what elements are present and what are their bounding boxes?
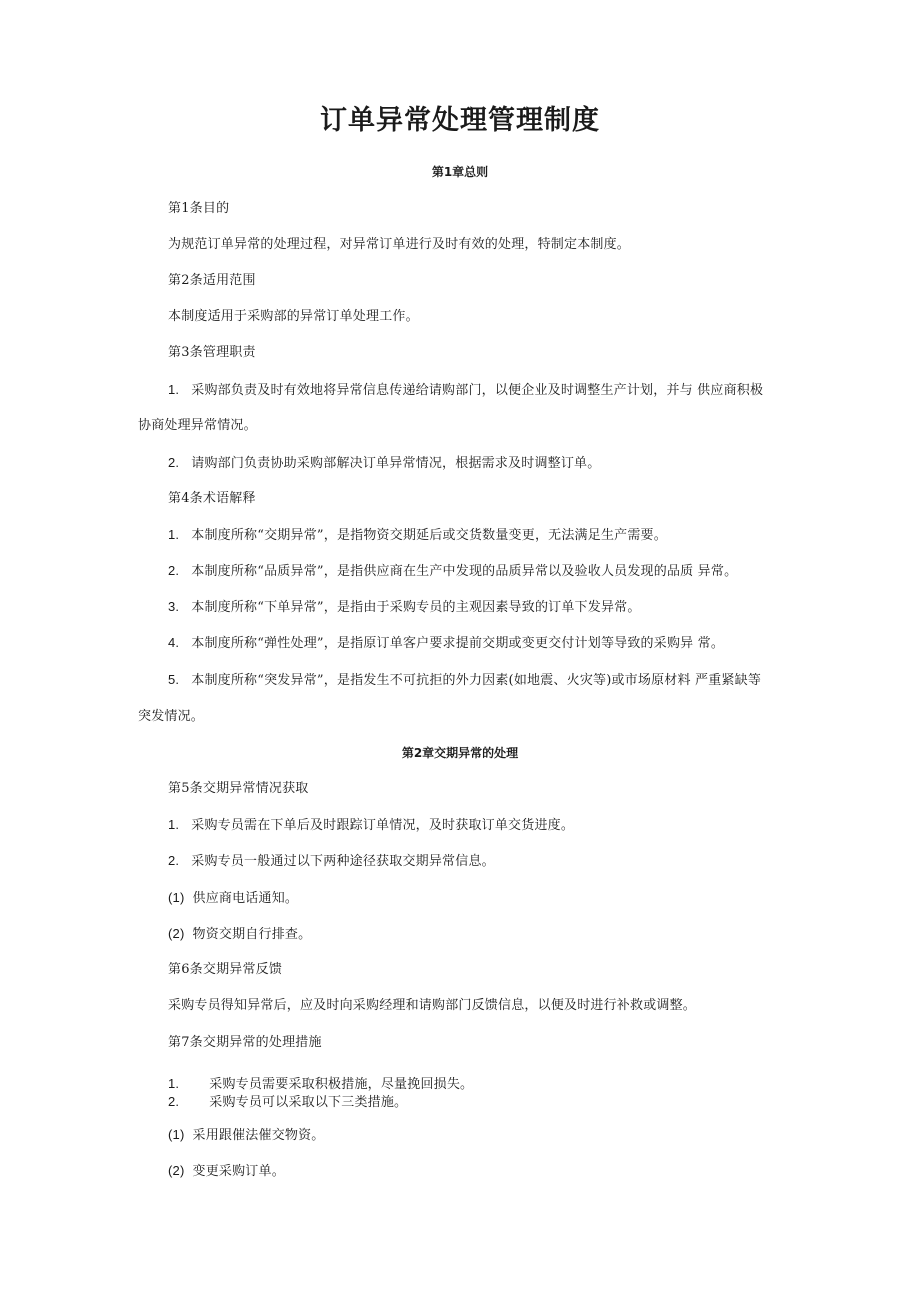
list-item-text: 采购部负责及时有效地将异常信息传递给请购部门，以便企业及时调整生产计划，并与 供应商积极 bbox=[191, 383, 764, 398]
article-3-item-1 bbox=[168, 382, 763, 399]
list-number: 2. bbox=[168, 853, 180, 868]
chapter-2-heading: 第2章交期异常的处理 bbox=[401, 746, 519, 760]
list-number: 4. bbox=[168, 635, 180, 650]
list-number: 2. bbox=[168, 455, 180, 470]
article-4-item-5-continued: 突发情况。 bbox=[138, 709, 205, 724]
sub-list-text: 采用跟催法催交物资。 bbox=[192, 1128, 325, 1143]
list-item-text: 采购专员需在下单后及时跟踪订单情况，及时获取订单交货进度。 bbox=[191, 818, 575, 833]
article-4-item-4 bbox=[168, 635, 724, 652]
list-item-text: 本制度所称“突发异常”，是指发生不可抗拒的外力因素(如地震、火灾等)或市场原材料 严重紧缺等 bbox=[191, 673, 762, 688]
sub-list-number: (2) bbox=[168, 1163, 185, 1178]
list-item-text: 采购专员一般通过以下两种途径获取交期异常信息。 bbox=[191, 854, 495, 869]
article-5-sub-2 bbox=[168, 926, 311, 943]
article-5-item-2 bbox=[168, 853, 495, 870]
chapter-1-heading: 第1章总则 bbox=[431, 165, 489, 179]
list-item-text: 本制度所称“交期异常”，是指物资交期延后或交货数量变更，无法满足生产需要。 bbox=[191, 528, 667, 543]
article-4-item-1 bbox=[168, 527, 667, 544]
article-5-item-1 bbox=[168, 817, 574, 834]
list-number: 1. bbox=[168, 382, 180, 397]
sub-list-number: (1) bbox=[168, 890, 185, 905]
article-3-item-2 bbox=[168, 455, 600, 472]
article-3-heading: 第3条管理职责 bbox=[168, 345, 256, 360]
article-1-body: 为规范订单异常的处理过程，对异常订单进行及时有效的处理，特制定本制度。 bbox=[168, 237, 631, 252]
article-1-heading: 第1条目的 bbox=[168, 201, 230, 216]
article-6-heading: 第6条交期异常反馈 bbox=[168, 962, 283, 977]
article-4-item-2 bbox=[168, 563, 737, 580]
sub-list-text: 物资交期自行排查。 bbox=[192, 927, 312, 942]
document-title: 订单异常处理管理制度 bbox=[320, 105, 600, 136]
list-item-text: 采购专员需要采取积极措施，尽量挽回损失。 bbox=[209, 1077, 474, 1092]
article-4-item-3 bbox=[168, 599, 641, 616]
article-4-item-5 bbox=[168, 672, 761, 689]
article-7-sub-1 bbox=[168, 1127, 325, 1144]
list-item-text: 请购部门负责协助采购部解决订单异常情况，根据需求及时调整订单。 bbox=[191, 456, 601, 471]
article-7-item-2 bbox=[168, 1094, 407, 1111]
list-item-text: 采购专员可以采取以下三类措施。 bbox=[209, 1095, 408, 1110]
list-number: 5. bbox=[168, 672, 180, 687]
list-number: 2. bbox=[168, 563, 180, 578]
article-7-item-1 bbox=[168, 1076, 473, 1093]
list-number: 1. bbox=[168, 817, 180, 832]
article-5-sub-1 bbox=[168, 890, 298, 907]
sub-list-number: (2) bbox=[168, 926, 185, 941]
article-4-heading: 第4条术语解释 bbox=[168, 491, 256, 506]
article-5-heading: 第5条交期异常情况获取 bbox=[168, 781, 309, 796]
article-2-body: 本制度适用于采购部的异常订单处理工作。 bbox=[168, 309, 419, 324]
list-number: 2. bbox=[168, 1094, 180, 1109]
list-item-text: 本制度所称“下单异常”，是指由于采购专员的主观因素导致的订单下发异常。 bbox=[191, 600, 641, 615]
article-6-body: 采购专员得知异常后，应及时向采购经理和请购部门反馈信息，以便及时进行补救或调整。 bbox=[168, 998, 697, 1013]
article-3-item-1-continued: 协商处理异常情况。 bbox=[138, 418, 257, 433]
list-number: 1. bbox=[168, 527, 180, 542]
list-item-text: 本制度所称“品质异常”，是指供应商在生产中发现的品质异常以及验收人员发现的品质 异常。 bbox=[191, 564, 738, 579]
article-7-heading: 第7条交期异常的处理措施 bbox=[168, 1035, 322, 1050]
list-number: 1. bbox=[168, 1076, 180, 1091]
sub-list-text: 供应商电话通知。 bbox=[192, 891, 299, 906]
list-number: 3. bbox=[168, 599, 180, 614]
sub-list-number: (1) bbox=[168, 1127, 185, 1142]
sub-list-text: 变更采购订单。 bbox=[192, 1164, 285, 1179]
article-2-heading: 第2条适用范围 bbox=[168, 273, 256, 288]
list-item-text: 本制度所称“弹性处理”，是指原订单客户要求提前交期或变更交付计划等导致的采购异 常。 bbox=[191, 636, 725, 651]
article-7-sub-2 bbox=[168, 1163, 285, 1180]
